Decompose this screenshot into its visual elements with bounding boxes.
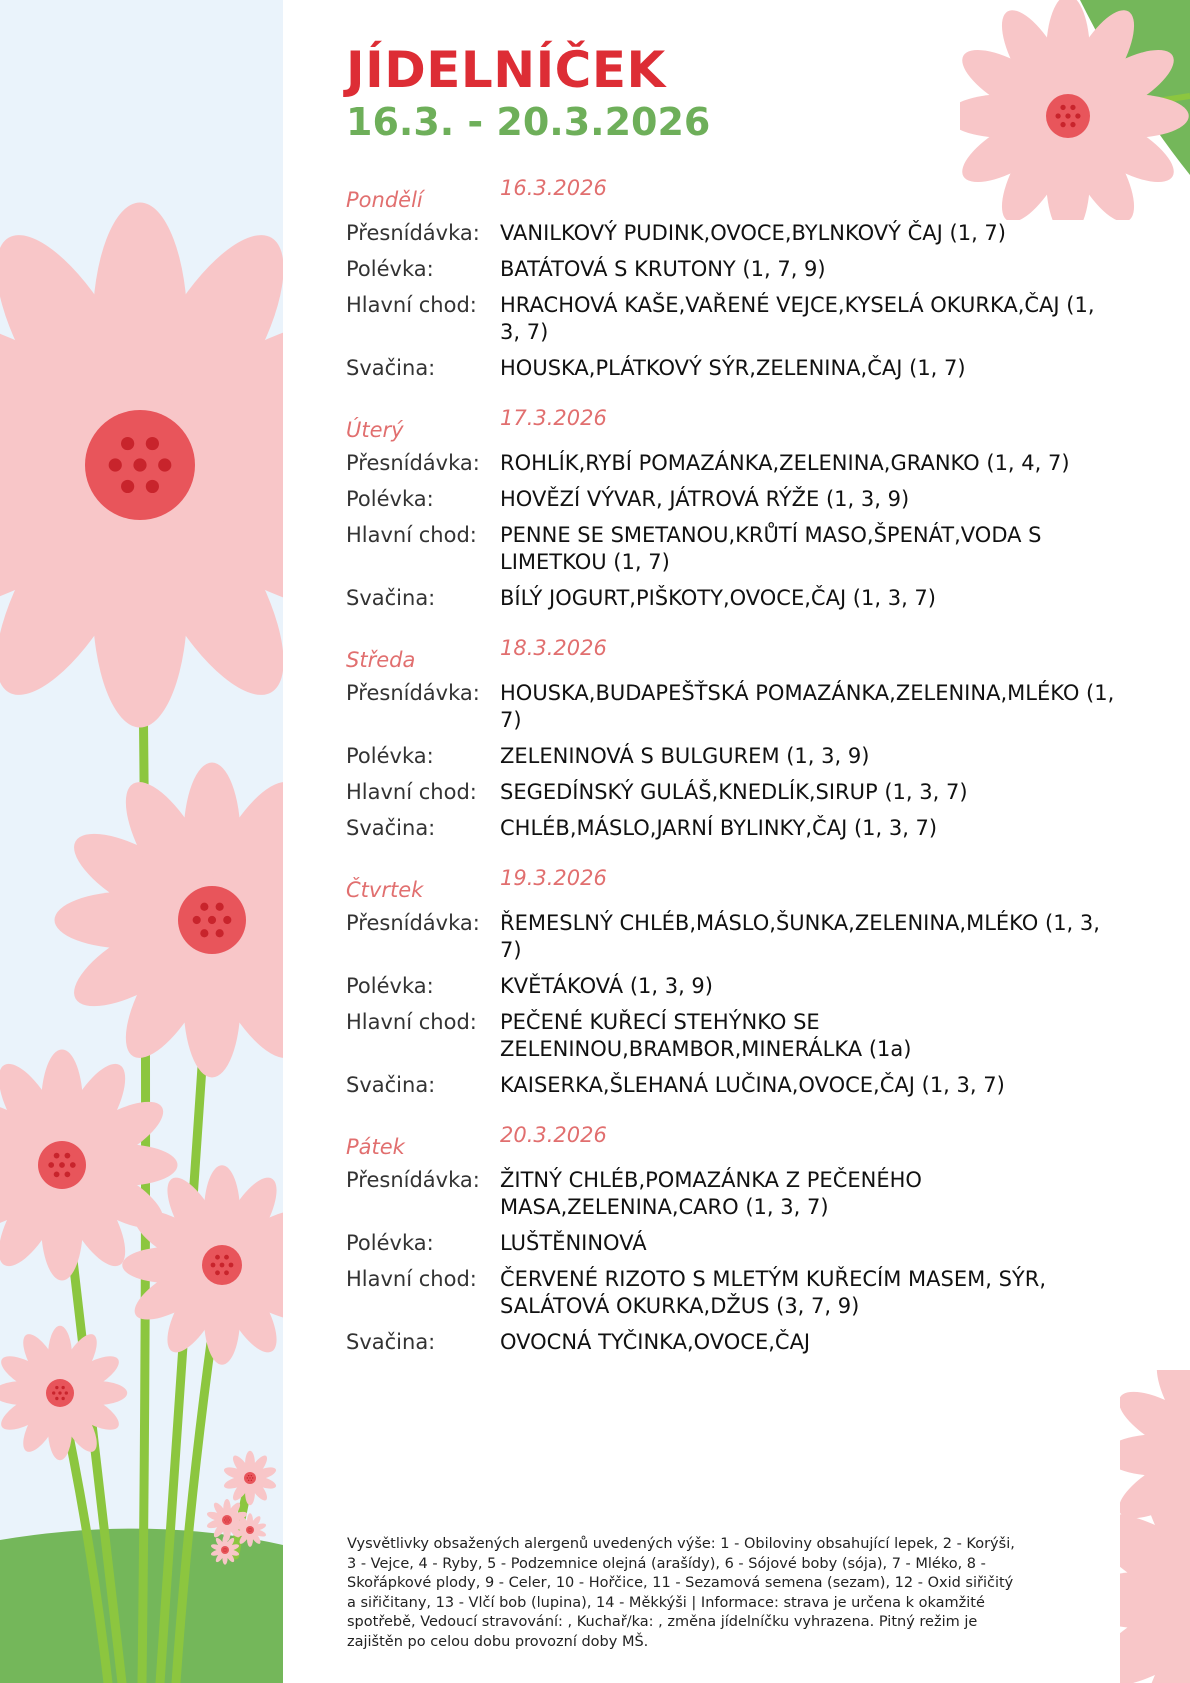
- meal-value: SEGEDÍNSKÝ GULÁŠ,KNEDLÍK,SIRUP (1, 3, 7): [500, 780, 968, 804]
- meal-row: [346, 743, 1126, 770]
- meal-row: [346, 1329, 1126, 1356]
- meal-label: Polévka:: [346, 257, 434, 281]
- meal-row: [346, 1009, 1126, 1063]
- meal-label: Polévka:: [346, 744, 434, 768]
- meal-value: CHLÉB,MÁSLO,JARNÍ BYLINKY,ČAJ (1, 3, 7): [500, 816, 938, 840]
- meal-list: [346, 220, 1126, 382]
- meal-row: [346, 292, 1126, 346]
- tiny-flower: [0, 1326, 127, 1460]
- meal-label: Přesnídávka:: [346, 1168, 480, 1192]
- page-title: JÍDELNÍČEK: [346, 41, 666, 99]
- meal-row: [346, 910, 1126, 964]
- medium-flower: [55, 763, 284, 1078]
- day-date: 17.3.2026: [500, 406, 607, 430]
- meal-value: OVOCNÁ TYČINKA,OVOCE,ČAJ: [500, 1330, 811, 1354]
- meal-row: [346, 522, 1126, 576]
- meal-list: [346, 910, 1126, 1099]
- day-heading: [346, 406, 1126, 450]
- meal-value: HOUSKA,BUDAPEŠŤSKÁ POMAZÁNKA,ZELENINA,MLÉKO (1, 7): [500, 681, 1115, 732]
- meal-value: BATÁTOVÁ S KRUTONY (1, 7, 9): [500, 257, 826, 281]
- meal-label: Polévka:: [346, 974, 434, 998]
- meal-label: Hlavní chod:: [346, 1010, 477, 1034]
- day-date: 19.3.2026: [500, 866, 607, 890]
- day-heading: [346, 866, 1126, 910]
- meal-row: [346, 680, 1126, 734]
- meal-row: [346, 355, 1126, 382]
- day-heading: [346, 636, 1126, 680]
- day-name: Úterý: [346, 418, 404, 442]
- week-date-range: 16.3. - 20.3.2026: [346, 100, 711, 144]
- meal-label: Svačina:: [346, 356, 436, 380]
- meal-row: [346, 486, 1126, 513]
- meal-value: ROHLÍK,RYBÍ POMAZÁNKA,ZELENINA,GRANKO (1, 4, 7): [500, 451, 1070, 475]
- meal-label: Přesnídávka:: [346, 451, 480, 475]
- meal-list: [346, 450, 1126, 612]
- day-section: [346, 176, 1126, 382]
- day-heading: [346, 176, 1126, 220]
- meal-row: [346, 779, 1126, 806]
- meal-value: PEČENÉ KUŘECÍ STEHÝNKO SE ZELENINOU,BRAMBOR,MINERÁLKA (1a): [500, 1010, 912, 1061]
- meal-row: [346, 1266, 1126, 1320]
- meal-value: ŽITNÝ CHLÉB,POMAZÁNKA Z PEČENÉHO MASA,ZELENINA,CARO (1, 3, 7): [500, 1168, 922, 1219]
- meal-value: LUŠTĚNINOVÁ: [500, 1231, 647, 1255]
- tiny-flower: [223, 1451, 278, 1506]
- day-section: [346, 866, 1126, 1099]
- meal-value: PENNE SE SMETANOU,KRŮTÍ MASO,ŠPENÁT,VODA S LIMETKOU (1, 7): [500, 523, 1042, 574]
- meal-label: Polévka:: [346, 1231, 434, 1255]
- meal-label: Svačina:: [346, 1330, 436, 1354]
- day-date: 16.3.2026: [500, 176, 607, 200]
- meal-row: [346, 585, 1126, 612]
- meal-row: [346, 450, 1126, 477]
- day-section: [346, 636, 1126, 842]
- flower-decoration-panel: [0, 0, 283, 1683]
- meal-value: KVĚTÁKOVÁ (1, 3, 9): [500, 974, 713, 998]
- day-section: [346, 1123, 1126, 1356]
- meal-label: Hlavní chod:: [346, 293, 477, 317]
- meal-row: [346, 815, 1126, 842]
- meal-value: KAISERKA,ŠLEHANÁ LUČINA,OVOCE,ČAJ (1, 3, 7): [500, 1073, 1005, 1097]
- meal-label: Svačina:: [346, 1073, 436, 1097]
- large-flower: [0, 203, 283, 728]
- meal-label: Svačina:: [346, 816, 436, 840]
- meal-row: [346, 256, 1126, 283]
- meal-value: HOVĚZÍ VÝVAR, JÁTROVÁ RÝŽE (1, 3, 9): [500, 487, 910, 511]
- edge-flower: [1120, 1443, 1190, 1683]
- meal-row: [346, 1230, 1126, 1257]
- day-name: Pondělí: [346, 188, 423, 212]
- meal-label: Přesnídávka:: [346, 911, 480, 935]
- edge-flower-decoration: [1120, 1370, 1190, 1683]
- small-flower: [0, 1050, 178, 1281]
- meal-list: [346, 1167, 1126, 1356]
- meal-value: VANILKOVÝ PUDINK,OVOCE,BYLNKOVÝ ČAJ (1, 7): [500, 221, 1006, 245]
- day-section: [346, 406, 1126, 612]
- day-date: 20.3.2026: [500, 1123, 607, 1147]
- meal-row: [346, 220, 1126, 247]
- day-date: 18.3.2026: [500, 636, 607, 660]
- meal-value: HOUSKA,PLÁTKOVÝ SÝR,ZELENINA,ČAJ (1, 7): [500, 356, 966, 380]
- meal-label: Svačina:: [346, 586, 436, 610]
- day-heading: [346, 1123, 1126, 1167]
- meal-label: Přesnídávka:: [346, 681, 480, 705]
- meal-value: BÍLÝ JOGURT,PIŠKOTY,OVOCE,ČAJ (1, 3, 7): [500, 586, 936, 610]
- meal-value: ČERVENÉ RIZOTO S MLETÝM KUŘECÍM MASEM, SÝR, SALÁTOVÁ OKURKA,DŽUS (3, 7, 9): [500, 1267, 1046, 1318]
- day-name: Pátek: [346, 1135, 405, 1159]
- meal-value: HRACHOVÁ KAŠE,VAŘENÉ VEJCE,KYSELÁ OKURKA,ČAJ (1, 3, 7): [500, 293, 1095, 344]
- meal-value: ŘEMESLNÝ CHLÉB,MÁSLO,ŠUNKA,ZELENINA,MLÉKO (1, 3, 7): [500, 911, 1100, 962]
- meal-row: [346, 1167, 1126, 1221]
- meal-label: Hlavní chod:: [346, 523, 477, 547]
- meal-label: Polévka:: [346, 487, 434, 511]
- meal-label: Hlavní chod:: [346, 780, 477, 804]
- menu-content: [346, 42, 1126, 1380]
- allergen-footnote: Vysvětlivky obsažených alergenů uvedených výše: 1 - Obiloviny obsahující lepek, 2 - Korýši, 3 - Vejce, 4 - Ryby, 5 - Podzemnice olejná (arašídy), 6 - Sójové boby (sója), 7 - Mléko, 8 - Skořápkové plody, 9 - Celer, 10 - Hořčice, 11 - Sezamová semena (sezam), 12 - Oxid siřičitý a siřičitany, 13 - Vlčí bob (lupina), 14 - Měkkýši | Informace: strava je určena k okamžité spotřebě, Vedoucí stravování: , Kuchař/ka: , změna jídelníčku vyhrazena. Pitný režim je zajištěn po celou dobu provozní doby MŠ.: [347, 1536, 1015, 1650]
- day-name: Čtvrtek: [346, 878, 424, 902]
- meal-label: Přesnídávka:: [346, 221, 480, 245]
- meal-row: [346, 1072, 1126, 1099]
- meal-label: Hlavní chod:: [346, 1267, 477, 1291]
- day-name: Středa: [346, 648, 416, 672]
- day-list: [346, 176, 1126, 1356]
- meal-value: ZELENINOVÁ S BULGUREM (1, 3, 9): [500, 744, 870, 768]
- meal-list: [346, 680, 1126, 842]
- meal-row: [346, 973, 1126, 1000]
